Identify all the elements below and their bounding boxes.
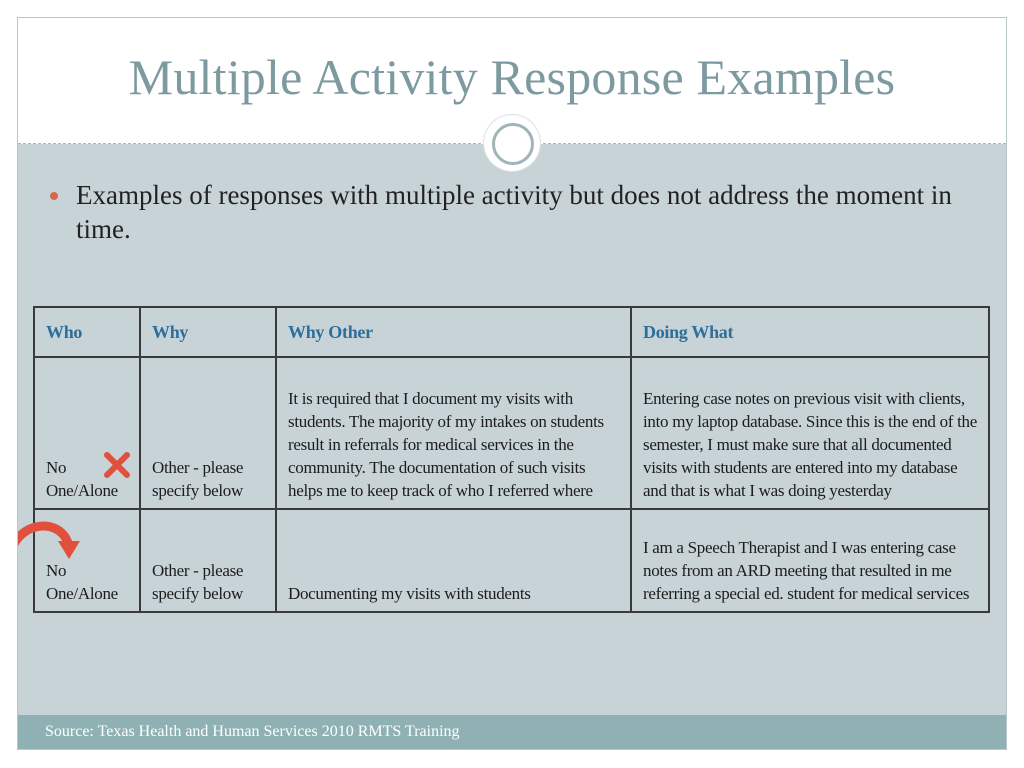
cell-who: No One/Alone <box>34 509 140 612</box>
header-why-other: Why Other <box>276 307 631 357</box>
bullet-dot-icon <box>50 192 58 200</box>
cell-why-other: It is required that I document my visits with students. The majority of my intakes on students result in referrals for medical services in the community. The documentation of such visits helps me to keep track of who I referred where <box>276 357 631 509</box>
cell-doing-what: Entering case notes on previous visit with clients, into my laptop database. Since this is the end of the semester, I must make sure that all documented visits with students are entered into my database and that is what I was doing yesterday <box>631 357 989 509</box>
header-why: Why <box>140 307 276 357</box>
response-table <box>33 306 990 613</box>
curved-arrow-icon <box>17 513 84 563</box>
cell-why: Other - please specify below <box>140 509 276 612</box>
cell-who: No One/Alone <box>34 357 140 509</box>
source-citation: Source: Texas Health and Human Services 2010 RMTS Training <box>45 723 460 740</box>
table-row <box>34 509 989 612</box>
circle-ornament-icon <box>484 115 540 171</box>
cell-why: Other - please specify below <box>140 357 276 509</box>
header-doing-what: Doing What <box>631 307 989 357</box>
cell-why-other: Documenting my visits with students <box>276 509 631 612</box>
header-who: Who <box>34 307 140 357</box>
table-header-row <box>34 307 989 357</box>
circle-ornament-inner <box>492 123 534 165</box>
slide-title: Multiple Activity Response Examples <box>128 49 896 105</box>
bullet-text: Examples of responses with multiple activity but does not address the moment in time. <box>76 180 952 244</box>
footer-band <box>18 715 1006 750</box>
x-mark-icon <box>102 450 132 480</box>
slide <box>17 17 1007 750</box>
cell-doing-what: I am a Speech Therapist and I was entering case notes from an ARD meeting that resulted in me referring a special ed. student for medical services <box>631 509 989 612</box>
table-row <box>34 357 989 509</box>
